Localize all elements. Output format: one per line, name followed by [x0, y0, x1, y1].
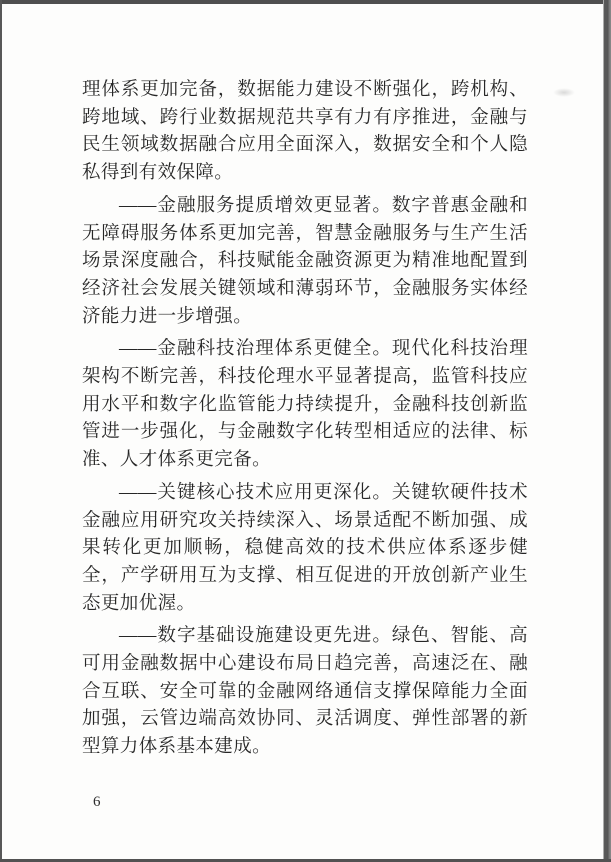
- paragraph-core-technology: ——关键核心技术应用更深化。关键软硬件技术金融应用研究攻关持续深入、场景适配不断加强、成果转化更加顺畅，稳健高效的技术供应体系逐步健全，产学研用互为支撑、相互促进的开放创新产业生态更加优渥。: [82, 482, 528, 614]
- paragraph-financial-services: ——金融服务提质增效更显著。数字普惠金融和无障碍服务体系更加完善，智慧金融服务与生产生活场景深度融合，科技赋能金融资源更为精准地配置到经济社会发展关键领域和薄弱环节，金融服务实体经济能力进一步增强。: [82, 195, 528, 327]
- page-number: 6: [93, 794, 101, 810]
- paragraph-fintech-governance: ——金融科技治理体系更健全。现代化科技治理架构不断完善，科技伦理水平显著提高，监管科技应用水平和数字化监管能力持续提升，金融科技创新监管进一步强化，与金融数字化转型相适应的法律、标准、人才体系更完备。: [82, 339, 528, 471]
- scan-edge-left: [0, 0, 2, 862]
- scan-edge-right: [603, 0, 611, 862]
- paragraph-digital-infrastructure: ——数字基础设施建设更先进。绿色、智能、高可用金融数据中心建设布局日趋完善，高速泛在、融合互联、安全可靠的金融网络通信支撑保障能力全面加强，云管边端高效协同、灵活调度、弹性部署的新型算力体系基本建成。: [82, 626, 528, 758]
- document-body-text: [82, 77, 528, 767]
- scan-edge-top: [0, 0, 611, 4]
- scan-smudge-artifact: [553, 88, 575, 97]
- paragraph-continuation: 理体系更加完备，数据能力建设不断强化，跨机构、跨地域、跨行业数据规范共享有力有序推进，金融与民生领域数据融合应用全面深入，数据安全和个人隐私得到有效保障。: [82, 80, 528, 184]
